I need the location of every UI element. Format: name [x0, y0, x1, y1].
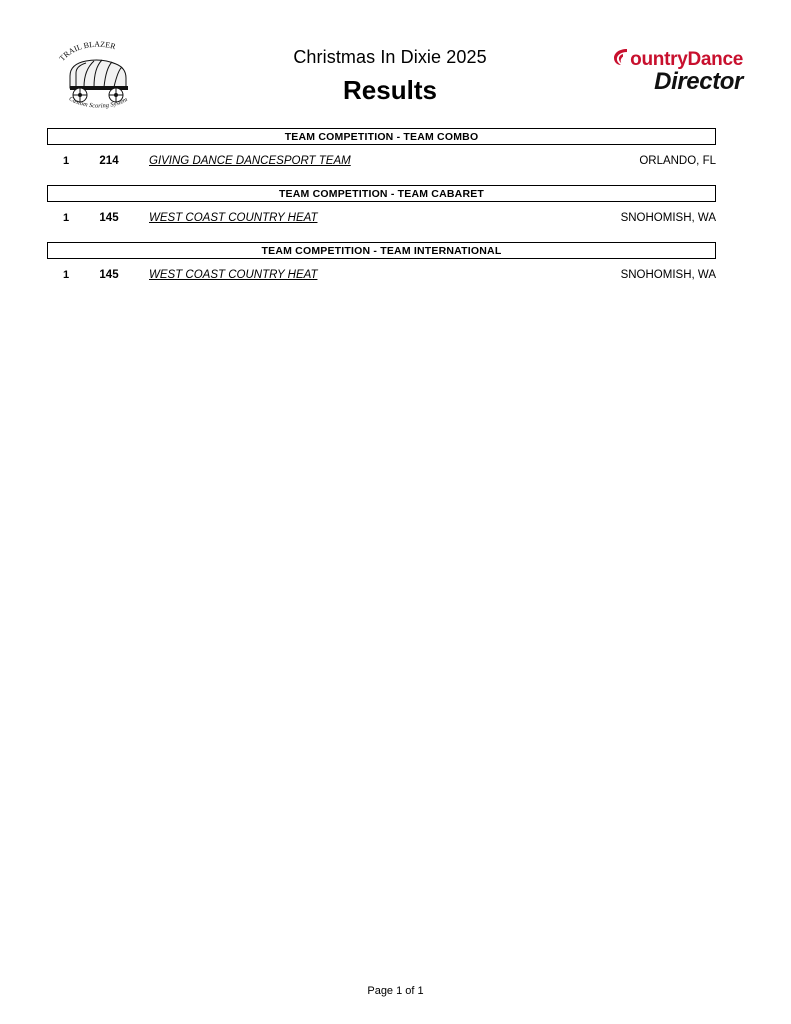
event-title: Christmas In Dixie 2025	[293, 47, 487, 67]
section-heading: TEAM COMPETITION - TEAM CABARET	[47, 185, 716, 202]
section-heading: TEAM COMPETITION - TEAM COMBO	[47, 128, 716, 145]
trail-blazer-wagon-logo-icon	[50, 40, 146, 112]
result-number: 214	[99, 155, 119, 167]
page-footer	[0, 985, 791, 997]
results-list	[0, 128, 791, 299]
result-city: ORLANDO, FL	[639, 155, 716, 167]
country-dance-director-logo	[613, 48, 743, 110]
result-row	[0, 212, 791, 230]
svg-text:TRAIL BLAZER: TRAIL BLAZER	[57, 40, 117, 63]
result-place: 1	[62, 155, 70, 167]
director-text: Director	[654, 68, 743, 95]
result-team-name: WEST COAST COUNTRY HEAT	[149, 269, 318, 281]
page-header	[0, 30, 791, 120]
result-team-name: GIVING DANCE DANCESPORT TEAM	[149, 155, 351, 167]
page-number-label: Page 1 of 1	[367, 985, 424, 997]
result-row	[0, 155, 791, 173]
swoosh-icon	[613, 48, 629, 71]
result-city: SNOHOMISH, WA	[620, 212, 716, 224]
result-place: 1	[62, 212, 70, 224]
section-heading: TEAM COMPETITION - TEAM INTERNATIONAL	[47, 242, 716, 259]
result-team-name: WEST COAST COUNTRY HEAT	[149, 212, 318, 224]
title-block	[190, 46, 590, 106]
page-title: Results	[343, 75, 437, 105]
results-section	[0, 242, 791, 287]
result-city: SNOHOMISH, WA	[620, 269, 716, 281]
result-number: 145	[99, 212, 119, 224]
result-place: 1	[62, 269, 70, 281]
country-dance-text: ountryDance	[630, 49, 743, 70]
svg-text:Custom Scoring System: Custom Scoring System	[67, 95, 129, 110]
results-section	[0, 185, 791, 230]
results-section	[0, 128, 791, 173]
result-row	[0, 269, 791, 287]
result-number: 145	[99, 269, 119, 281]
